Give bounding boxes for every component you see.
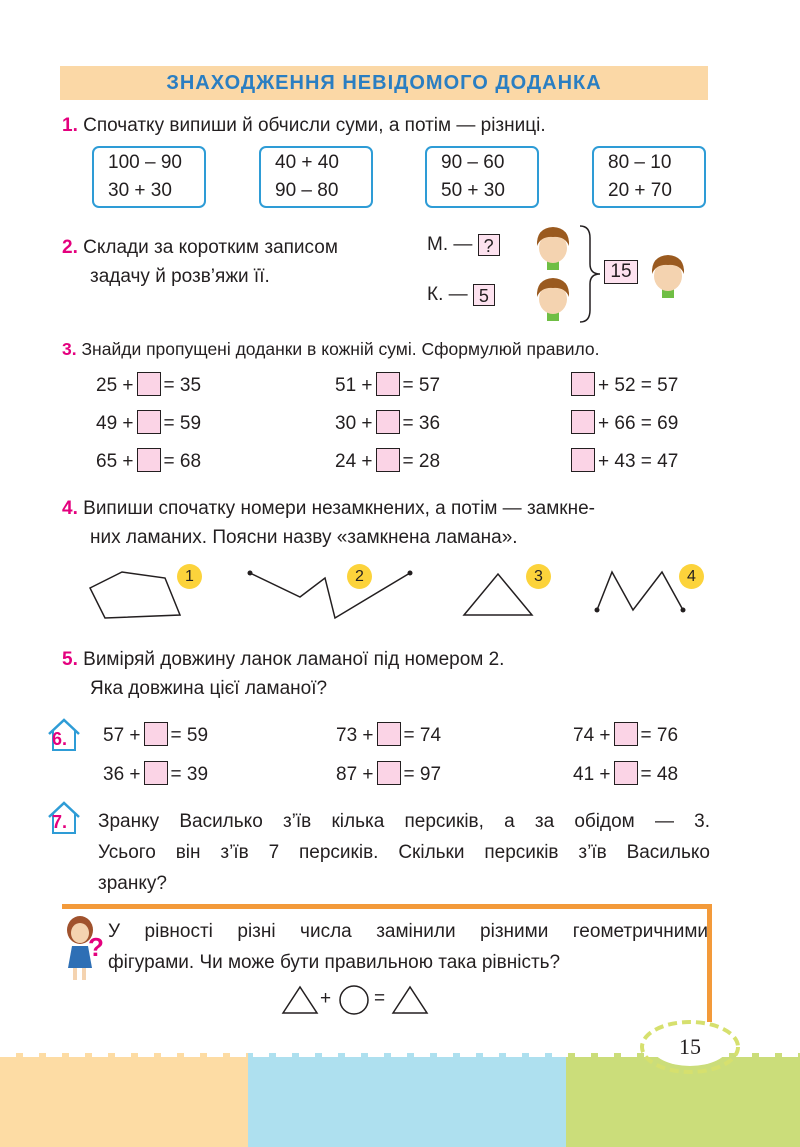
- k-value-box: 5: [473, 284, 495, 306]
- sum-box-line: 30 + 30: [108, 180, 172, 201]
- sum-box-line: 90 – 80: [275, 180, 339, 201]
- sum-box-line: 90 – 60: [441, 152, 505, 173]
- task1-number: 1.: [62, 115, 78, 136]
- equation: 30 + = 36: [335, 410, 440, 437]
- sum-box-2: [259, 146, 373, 208]
- equation: + 66 = 69: [568, 410, 678, 437]
- answer-box[interactable]: [377, 722, 401, 746]
- answer-box[interactable]: [376, 448, 400, 472]
- sum-box-line: 40 + 40: [275, 152, 339, 173]
- task1: [62, 111, 546, 140]
- equation: 24 + = 28: [335, 448, 440, 475]
- task7-number: 7.: [52, 812, 68, 832]
- boy-head-icon: [647, 252, 689, 300]
- task7-line1: Зранку Василько з’їв кілька персиків, а за обідом — 3.: [98, 811, 710, 832]
- answer-box[interactable]: [377, 761, 401, 785]
- task4: [62, 494, 595, 552]
- answer-box[interactable]: [144, 761, 168, 785]
- sum-box-line: 50 + 30: [441, 180, 505, 201]
- answer-box[interactable]: [376, 372, 400, 396]
- figure-badge-1: 1: [177, 564, 202, 589]
- task3: [62, 336, 600, 362]
- equation: + 52 = 57: [568, 372, 678, 399]
- task3-number: 3.: [62, 339, 77, 359]
- figure-badge-3: 3: [526, 564, 551, 589]
- answer-box[interactable]: [144, 722, 168, 746]
- polyline-open-zigzag: [250, 573, 410, 618]
- equation: 41 + = 48: [573, 761, 678, 788]
- equation: 73 + = 74: [336, 722, 441, 749]
- sum-box-line: 80 – 10: [608, 152, 672, 173]
- page-title: ЗНАХОДЖЕННЯ НЕВІДОМОГО ДОДАНКА: [60, 66, 708, 100]
- equation: 87 + = 97: [336, 761, 441, 788]
- m-label: М. —: [427, 234, 473, 256]
- puzzle-line1: У рівності різні числа замінили різними геометричними: [108, 921, 708, 942]
- answer-box[interactable]: [137, 410, 161, 434]
- answer-box[interactable]: [571, 410, 595, 434]
- task2: [62, 233, 338, 291]
- sum-box-line: 100 – 90: [108, 152, 182, 173]
- bottom-band-orange: [0, 1053, 248, 1147]
- polyline-closed-triangle: [464, 574, 532, 615]
- triangle-icon: [280, 984, 320, 1016]
- short-note-m: [427, 234, 500, 256]
- short-note-k: [427, 284, 495, 306]
- task5-line2: Яка довжина цієї ламаної?: [90, 678, 328, 699]
- equation: 49 + = 59: [96, 410, 201, 437]
- task5: [62, 645, 504, 703]
- bottom-band-blue: [248, 1053, 566, 1147]
- task4-line1: Випиши спочатку номери незамкнених, а потім — замкне-: [83, 498, 595, 519]
- page-number: 15: [679, 1034, 701, 1059]
- equation: + 43 = 47: [568, 448, 678, 475]
- task1-text: Спочатку випиши й обчисли суми, а потім — різниці.: [83, 115, 546, 136]
- girl-question-icon: [60, 912, 106, 988]
- task4-number: 4.: [62, 498, 78, 519]
- answer-box[interactable]: [571, 372, 595, 396]
- task5-number: 5.: [62, 649, 78, 670]
- sum-box-line: 20 + 70: [608, 180, 672, 201]
- boy-head-icon: [532, 224, 574, 272]
- answer-box[interactable]: [137, 448, 161, 472]
- answer-box[interactable]: [571, 448, 595, 472]
- task3-text: Знайди пропущені доданки в кожній сумі. Сформулюй правило.: [81, 339, 600, 359]
- brace-icon: [576, 224, 606, 324]
- sum-box-1: [92, 146, 206, 208]
- circle-icon: [337, 984, 371, 1016]
- equation: 25 + = 35: [96, 372, 201, 399]
- task7-line2: Усього він з’їв 7 персиків. Скільки персиків з’їв Василько: [98, 842, 710, 863]
- polyline-open-m: [597, 572, 683, 610]
- task6-number: 6.: [52, 729, 68, 749]
- plus-sign: +: [320, 988, 332, 1009]
- task4-line2: них ламаних. Поясни назву «замкнена ламана».: [90, 527, 518, 548]
- m-value-box: ?: [478, 234, 500, 256]
- sum-box-4: [592, 146, 706, 208]
- puzzle-line2: фігурами. Чи може бути правильною така рівність?: [108, 952, 561, 973]
- equation: 51 + = 57: [335, 372, 440, 399]
- task7-line3: зранку?: [98, 873, 167, 894]
- triangle-icon: [390, 984, 430, 1016]
- task2-line2: задачу й розв’яжи її.: [90, 266, 270, 287]
- answer-box[interactable]: [137, 372, 161, 396]
- answer-box[interactable]: [614, 722, 638, 746]
- svg-text:?: ?: [88, 932, 104, 962]
- equals-sign: =: [374, 988, 386, 1009]
- polylines-figure: [80, 560, 720, 630]
- figure-badge-4: 4: [679, 564, 704, 589]
- equation: 74 + = 76: [573, 722, 678, 749]
- task5-line1: Виміряй довжину ланок ламаної під номером 2.: [83, 649, 505, 670]
- boy-head-icon: [532, 275, 574, 323]
- answer-box[interactable]: [376, 410, 400, 434]
- task2-number: 2.: [62, 237, 78, 258]
- polyline-closed-pentagon: [90, 572, 180, 618]
- k-label: К. —: [427, 284, 468, 306]
- figure-badge-2: 2: [347, 564, 372, 589]
- task2-line1: Склади за коротким записом: [83, 237, 338, 258]
- equation: 36 + = 39: [103, 761, 208, 788]
- equation: 65 + = 68: [96, 448, 201, 475]
- sum-box-3: [425, 146, 539, 208]
- puzzle-frame-top: [62, 904, 710, 909]
- answer-box[interactable]: [614, 761, 638, 785]
- total-box: 15: [604, 260, 638, 284]
- equation: 57 + = 59: [103, 722, 208, 749]
